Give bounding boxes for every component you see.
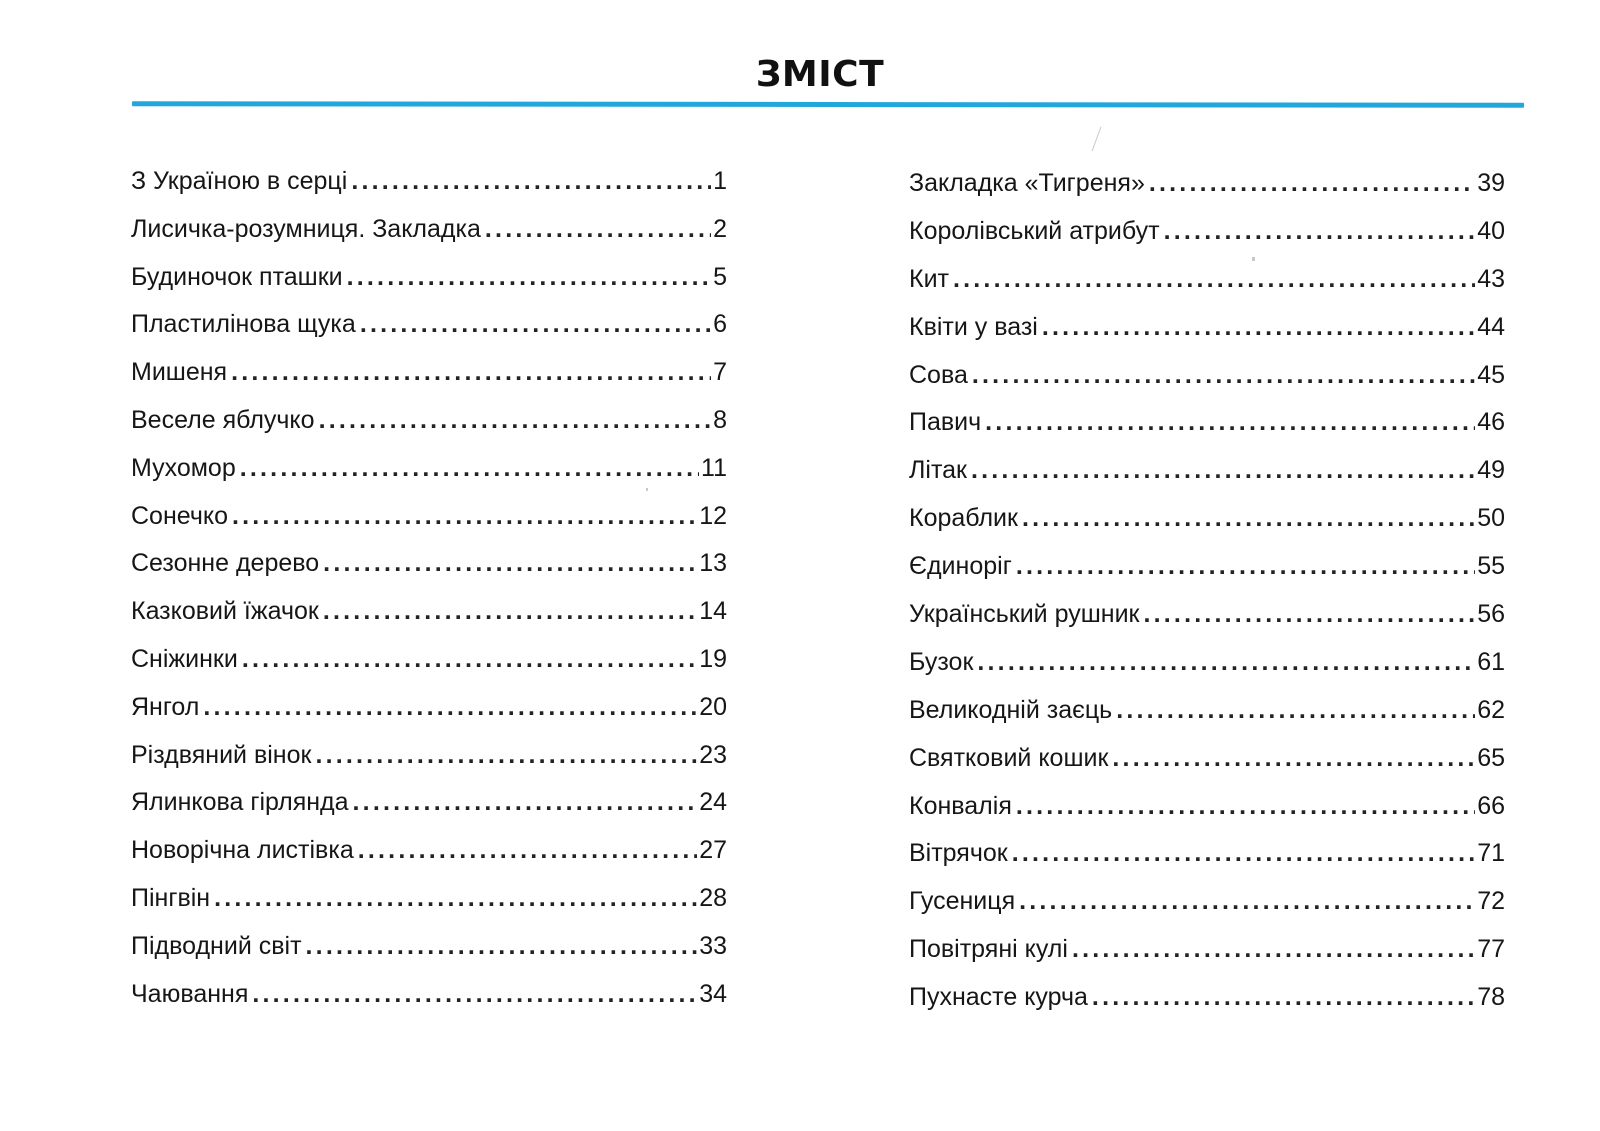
dot-leader <box>1143 597 1475 631</box>
toc-entry-page-number: 2 <box>713 214 727 243</box>
toc-entry <box>909 549 1505 597</box>
toc-entry-title: Будиночок пташки <box>131 262 343 291</box>
toc-entry-page-number: 20 <box>699 692 727 721</box>
toc-entry-title: Пухнасте курча <box>909 983 1088 1012</box>
toc-entry <box>131 164 727 212</box>
toc-entry <box>909 453 1505 501</box>
toc-entry-page-number: 61 <box>1477 647 1505 676</box>
dot-leader <box>485 212 711 246</box>
dot-leader <box>1016 789 1475 823</box>
toc-entry-title: Сніжинки <box>131 644 238 673</box>
toc-entry-title: Святковий кошик <box>909 743 1109 772</box>
toc-entry-page-number: 6 <box>713 310 727 339</box>
dot-leader <box>351 164 711 198</box>
dot-leader <box>319 403 712 437</box>
toc-entry-page-number: 71 <box>1477 839 1505 868</box>
toc-entry-title: Бузок <box>909 647 974 676</box>
toc-entry <box>909 645 1505 693</box>
toc-entry-page-number: 66 <box>1477 791 1505 820</box>
dot-leader <box>1022 501 1475 535</box>
toc-entry-title: Підводний світ <box>131 931 302 960</box>
toc-entry <box>131 260 727 308</box>
toc-entry-page-number: 24 <box>699 788 727 817</box>
toc-entry-page-number: 49 <box>1477 456 1505 485</box>
toc-entry-page-number: 50 <box>1477 504 1505 533</box>
toc-entry <box>909 214 1505 262</box>
dot-leader <box>977 645 1475 679</box>
dot-leader <box>306 929 698 963</box>
toc-entry-page-number: 33 <box>699 931 727 960</box>
dot-leader <box>1164 214 1476 248</box>
toc-entry-page-number: 62 <box>1477 695 1505 724</box>
dot-leader <box>323 594 697 628</box>
toc-entry-title: Повітряні кулі <box>909 935 1068 964</box>
toc-entry-page-number: 34 <box>699 979 727 1008</box>
toc-entry-title: Квіти у вазі <box>909 312 1038 341</box>
toc-entry-title: Пластилінова щука <box>131 310 356 339</box>
toc-entry <box>909 789 1505 837</box>
dot-leader <box>1149 166 1475 200</box>
toc-entry <box>909 693 1505 741</box>
toc-entry <box>909 166 1505 214</box>
toc-entry-page-number: 65 <box>1477 743 1505 772</box>
toc-entry <box>131 451 727 499</box>
toc-entry-title: Мишеня <box>131 358 228 387</box>
toc-entry-page-number: 8 <box>713 405 727 434</box>
toc-entry-title: Пінгвін <box>131 883 211 912</box>
toc-entry <box>909 836 1505 884</box>
toc-entry <box>131 307 727 355</box>
toc-entry-title: Сова <box>909 360 968 389</box>
toc-entry <box>131 881 727 929</box>
toc-entry-page-number: 72 <box>1477 887 1505 916</box>
toc-entry-title: Сезонне дерево <box>131 549 320 578</box>
toc-entry-title: Гусениця <box>909 887 1016 916</box>
toc-entry <box>131 212 727 260</box>
dot-leader <box>252 977 697 1011</box>
toc-entry <box>131 929 727 977</box>
dot-leader <box>347 260 711 294</box>
toc-entry <box>909 405 1505 453</box>
toc-entry-page-number: 77 <box>1477 935 1505 964</box>
toc-entry-title: Чаювання <box>131 979 249 1008</box>
toc-entry <box>131 977 727 1025</box>
toc-entry-page-number: 27 <box>699 836 727 865</box>
dot-leader <box>214 881 697 915</box>
toc-entry-title: Ялинкова гірлянда <box>131 788 349 817</box>
toc-entry <box>131 642 727 690</box>
dot-leader <box>203 690 697 724</box>
dot-leader <box>353 785 698 819</box>
toc-entry-page-number: 1 <box>713 167 727 195</box>
dot-leader <box>240 451 699 485</box>
toc-right-column <box>909 166 1505 1028</box>
dot-leader <box>360 307 711 341</box>
toc-entry-title: Сонечко <box>131 501 228 530</box>
toc-entry <box>909 597 1505 645</box>
dot-leader <box>1112 741 1475 775</box>
toc-entry <box>131 499 727 547</box>
toc-entry-page-number: 55 <box>1477 552 1505 581</box>
toc-entry-page-number: 44 <box>1477 312 1505 341</box>
dot-leader <box>231 355 711 389</box>
dot-leader <box>1116 693 1475 727</box>
toc-entry-page-number: 39 <box>1477 169 1505 197</box>
toc-entry-page-number: 19 <box>699 644 727 673</box>
toc-left-column <box>131 164 727 1024</box>
toc-entry-page-number: 23 <box>699 740 727 769</box>
toc-entry-title: Закладка «Тигреня» <box>909 169 1145 197</box>
toc-entry-page-number: 7 <box>713 358 727 387</box>
toc-entry-page-number: 12 <box>699 501 727 530</box>
toc-entry <box>909 310 1505 358</box>
toc-entry <box>909 741 1505 789</box>
dot-leader <box>953 262 1475 296</box>
toc-entry-title: Веселе яблучко <box>131 405 315 434</box>
toc-entry <box>909 501 1505 549</box>
toc-entry-title: Лисичка-розумниця. Закладка <box>131 214 481 243</box>
toc-entry-page-number: 78 <box>1477 983 1505 1012</box>
toc-entry-title: Янгол <box>131 692 200 721</box>
toc-entry-title: Великодній заєць <box>909 695 1113 724</box>
toc-entry-page-number: 13 <box>699 549 727 578</box>
dot-leader <box>232 499 697 533</box>
toc-entry-page-number: 14 <box>699 597 727 626</box>
toc-entry <box>131 355 727 403</box>
toc-entry-title: З Україною в серці <box>131 167 348 195</box>
toc-entry-page-number: 43 <box>1477 264 1505 293</box>
toc-entry <box>909 980 1505 1028</box>
toc-entry-page-number: 46 <box>1477 408 1505 437</box>
toc-entry <box>909 884 1505 932</box>
toc-entry-title: Павич <box>909 408 982 437</box>
title-divider <box>132 101 1524 107</box>
toc-entry-page-number: 28 <box>699 883 727 912</box>
toc-entry-page-number: 5 <box>713 262 727 291</box>
toc-entry <box>131 785 727 833</box>
toc-entry-title: Мухомор <box>131 453 236 482</box>
toc-entry-title: Королівський атрибут <box>909 216 1160 245</box>
scan-speck <box>1252 257 1255 261</box>
toc-entry-title: Конвалія <box>909 791 1012 820</box>
dot-leader <box>1072 932 1475 966</box>
toc-entry-title: Український рушник <box>909 600 1140 629</box>
dot-leader <box>1042 310 1475 344</box>
toc-entry-title: Літак <box>909 456 967 485</box>
dot-leader <box>972 358 1475 392</box>
toc-entry-page-number: 11 <box>701 453 727 482</box>
toc-entry-title: Кораблик <box>909 504 1018 533</box>
dot-leader <box>358 833 697 867</box>
toc-entry <box>909 358 1505 406</box>
toc-entry <box>131 594 727 642</box>
dot-leader <box>985 405 1475 439</box>
dot-leader <box>1012 836 1475 870</box>
toc-entry-title: Різдвяний вінок <box>131 740 312 769</box>
toc-entry <box>909 932 1505 980</box>
toc-entry <box>131 690 727 738</box>
dot-leader <box>971 453 1475 487</box>
toc-entry <box>131 833 727 881</box>
page-title: ЗМІСТ <box>755 54 885 96</box>
dot-leader <box>315 738 697 772</box>
scan-speck <box>1092 127 1102 152</box>
dot-leader <box>1016 549 1475 583</box>
toc-entry-title: Єдиноріг <box>909 552 1012 581</box>
dot-leader <box>1019 884 1475 918</box>
dot-leader <box>242 642 697 676</box>
toc-entry-page-number: 45 <box>1477 360 1505 389</box>
toc-entry-title: Кит <box>909 264 949 293</box>
toc-entry <box>131 403 727 451</box>
toc-entry-page-number: 40 <box>1477 216 1505 245</box>
toc-entry-title: Новорічна листівка <box>131 836 354 865</box>
dot-leader <box>1092 980 1475 1014</box>
toc-entry <box>131 546 727 594</box>
toc-entry-title: Казковий їжачок <box>131 597 319 626</box>
scan-speck <box>646 488 648 491</box>
toc-entry <box>909 262 1505 310</box>
toc-entry-title: Вітрячок <box>909 839 1008 868</box>
toc-entry-page-number: 56 <box>1477 600 1505 629</box>
toc-entry <box>131 738 727 786</box>
dot-leader <box>323 546 697 580</box>
